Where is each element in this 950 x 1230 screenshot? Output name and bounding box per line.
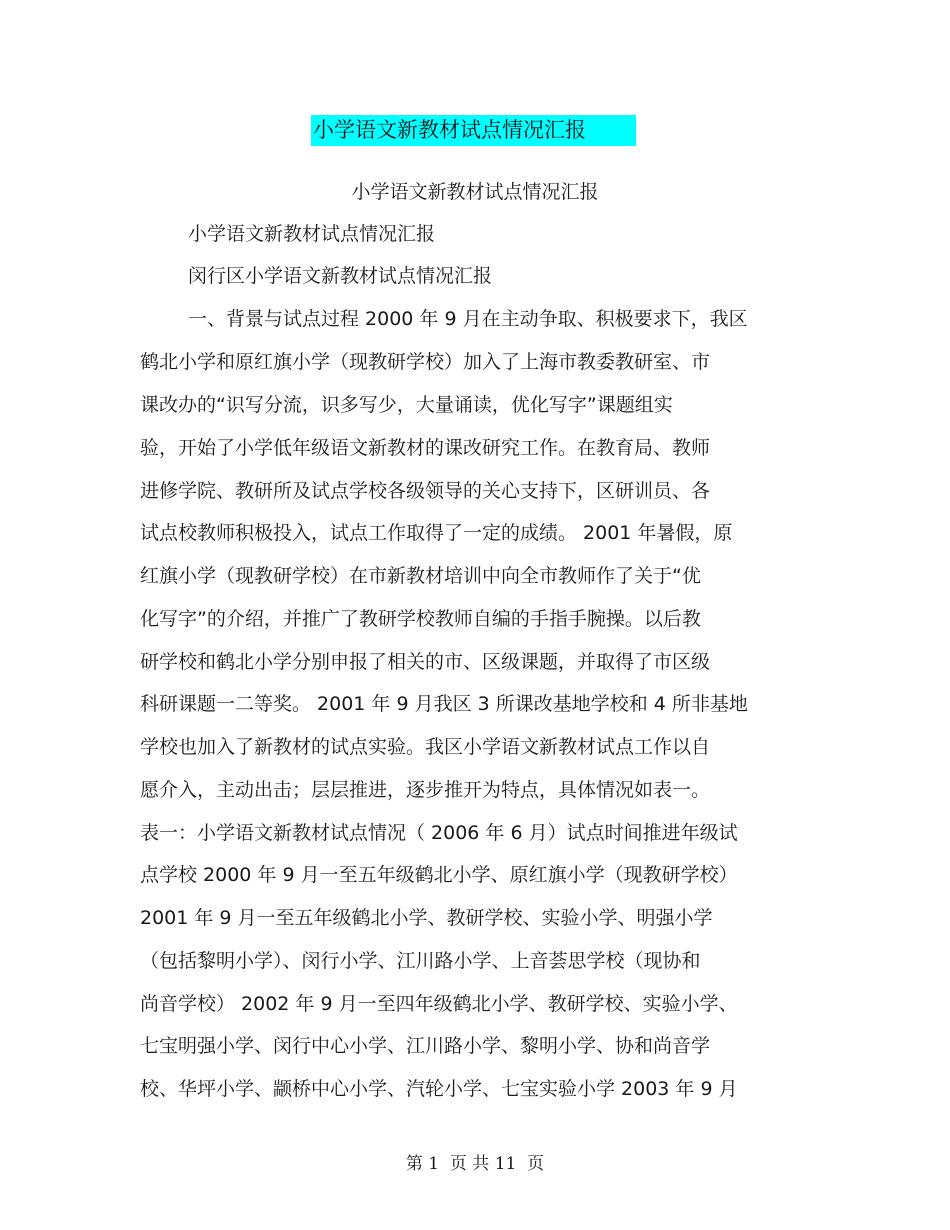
body-line: 试点校教师积极投入，试点工作取得了一定的成绩。 2001 年暑假，原 — [140, 522, 733, 544]
body-line: 鹤北小学和原红旗小学（现教研学校）加入了上海市教委教研室、市 — [140, 351, 711, 373]
body-line: 学校也加入了新教材的试点实验。我区小学语文新教材试点工作以自 — [140, 736, 711, 758]
body-line: 点学校 2000 年 9 月一至五年级鹤北小学、原红旗小学（现教研学校） — [140, 864, 738, 886]
body-line: 进修学院、教研所及试点学校各级领导的关心支持下，区研训员、各 — [140, 480, 711, 502]
body-line: 课改办的“识写分流，识多写少，大量诵读，优化写字”课题组实 — [140, 394, 673, 416]
body-line: 愿介入，主动出击；层层推进，逐步推开为特点，具体情况如表一。 — [140, 779, 711, 801]
body-line: 科研课题一二等奖。 2001 年 9 月我区 3 所课改基地学校和 4 所非基地 — [140, 693, 748, 715]
body-line: 红旗小学（现教研学校）在市新教材培训中向全市教师作了关于“优 — [140, 565, 701, 587]
body-line: 一、背景与试点过程 2000 年 9 月在主动争取、积极要求下，我区 — [188, 308, 748, 330]
document-title-highlighted: 小学语文新教材试点情况汇报 — [311, 115, 636, 146]
body-line: 化写字”的介绍，并推广了教研学校教师自编的手指手腕操。以后教 — [140, 608, 701, 630]
paragraph-heading-1: 小学语文新教材试点情况汇报 — [188, 223, 436, 245]
body-line: 校、华坪小学、颛桥中心小学、汽轮小学、七宝实验小学 2003 年 9 月 — [140, 1078, 738, 1100]
body-line: 验，开始了小学低年级语文新教材的课改研究工作。在教育局、教师 — [140, 437, 711, 459]
paragraph-heading-2: 闵行区小学语文新教材试点情况汇报 — [188, 265, 493, 287]
body-line: 2001 年 9 月一至五年级鹤北小学、教研学校、实验小学、明强小学 — [140, 907, 713, 929]
body-line: （包括黎明小学）、闵行小学、江川路小学、上音荟思学校（现协和 — [140, 950, 701, 972]
page-number-footer: 第 1 页 共 11 页 — [405, 1154, 545, 1174]
body-line: 尚音学校） 2002 年 9 月一至四年级鹤北小学、教研学校、实验小学、 — [140, 993, 738, 1015]
document-subtitle: 小学语文新教材试点情况汇报 — [351, 181, 599, 203]
body-line: 表一：小学语文新教材试点情况（ 2006 年 6 月）试点时间推进年级试 — [140, 822, 738, 844]
body-line: 研学校和鹤北小学分别申报了相关的市、区级课题，并取得了市区级 — [140, 651, 711, 673]
body-line: 七宝明强小学、闵行中心小学、江川路小学、黎明小学、协和尚音学 — [140, 1035, 711, 1057]
